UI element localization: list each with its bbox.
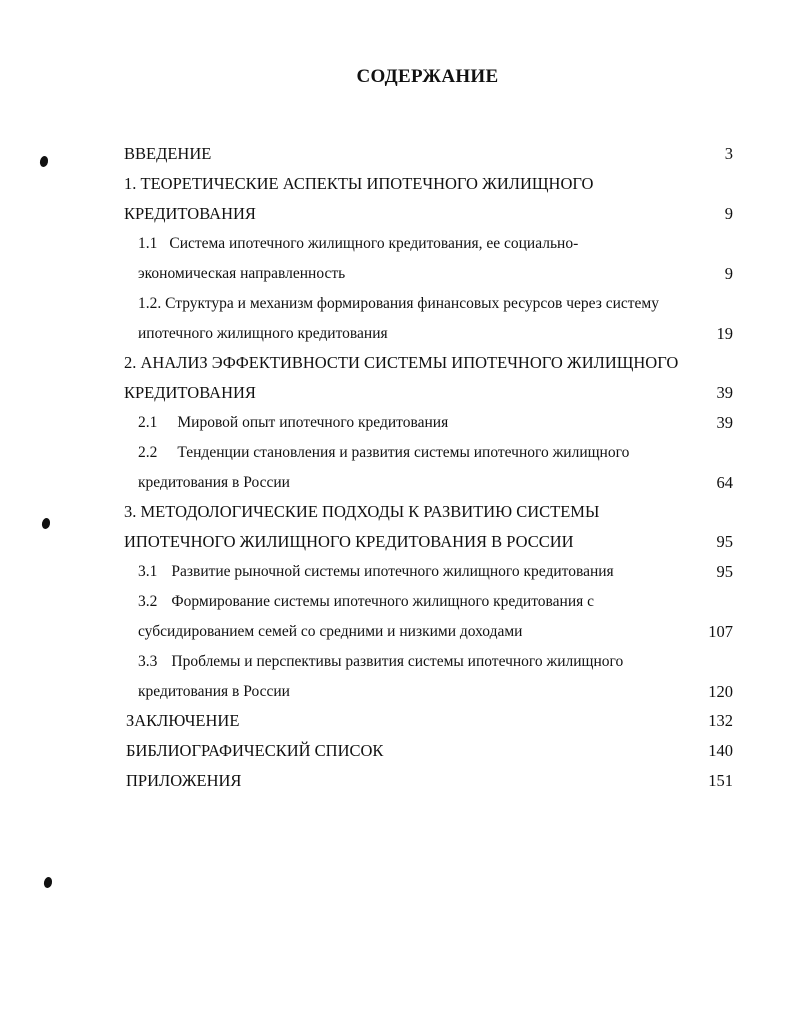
toc-page-number: 120 bbox=[708, 682, 733, 701]
toc-page-number: 19 bbox=[716, 324, 733, 343]
toc-section-number: 2.2 bbox=[138, 444, 158, 461]
toc-entry-chapter-2[interactable] bbox=[0, 353, 795, 403]
toc-entry-text-continued: КРЕДИТОВАНИЯ bbox=[124, 383, 256, 402]
toc-entry-text: ВВЕДЕНИЕ bbox=[124, 144, 212, 163]
toc-section-number: 2.1 bbox=[138, 414, 158, 431]
toc-entry-text-continued: субсидированием семей со средними и низкими доходами bbox=[138, 623, 523, 640]
toc-section-number: 3.1 bbox=[138, 563, 158, 580]
punch-hole-mark bbox=[43, 876, 53, 888]
toc-entry-text: 1. ТЕОРЕТИЧЕСКИЕ АСПЕКТЫ ИПОТЕЧНОГО ЖИЛИЩНОГО bbox=[124, 174, 594, 193]
toc-page-number: 9 bbox=[724, 204, 733, 223]
toc-entry-text-continued: кредитования в России bbox=[138, 683, 290, 700]
toc-section-number: 1.1 bbox=[138, 235, 158, 252]
toc-page-number: 151 bbox=[708, 771, 733, 790]
toc-entry-text: 2. АНАЛИЗ ЭФФЕКТИВНОСТИ СИСТЕМЫ ИПОТЕЧНОГО ЖИЛИЩНОГО bbox=[124, 353, 679, 372]
toc-page-number: 140 bbox=[708, 741, 733, 760]
toc-entry-section-1-1[interactable] bbox=[0, 234, 795, 284]
toc-section-number: 3.3 bbox=[138, 653, 158, 670]
toc-entry-section-3-1[interactable] bbox=[0, 562, 795, 582]
toc-entry-text: 1.2. Структура и механизм формирования финансовых ресурсов через систему bbox=[138, 295, 659, 312]
toc-entry-chapter-1[interactable] bbox=[0, 174, 795, 224]
toc-entry-text: Система ипотечного жилищного кредитования, ее социально- bbox=[169, 235, 579, 252]
toc-entry-section-2-1[interactable] bbox=[0, 413, 795, 433]
toc-entry-text: Тенденции становления и развития системы ипотечного жилищного bbox=[177, 444, 630, 461]
toc-page-number: 95 bbox=[716, 532, 733, 551]
toc-entry-text-continued: КРЕДИТОВАНИЯ bbox=[124, 204, 256, 223]
toc-entry-text: ЗАКЛЮЧЕНИЕ bbox=[126, 711, 240, 730]
toc-entry-text-continued: ипотечного жилищного кредитования bbox=[138, 325, 388, 342]
toc-page-number: 95 bbox=[716, 562, 733, 581]
toc-page-number: 107 bbox=[708, 622, 733, 641]
toc-section-number: 3.2 bbox=[138, 593, 158, 610]
toc-entry-text-continued: ИПОТЕЧНОГО ЖИЛИЩНОГО КРЕДИТОВАНИЯ В РОССИИ bbox=[124, 532, 574, 551]
toc-page-number: 39 bbox=[716, 383, 733, 402]
toc-entry-text: Проблемы и перспективы развития системы ипотечного жилищного bbox=[171, 653, 624, 670]
toc-page-number: 39 bbox=[716, 413, 733, 432]
toc-page-number: 64 bbox=[716, 473, 733, 492]
toc-entry-text: Формирование системы ипотечного жилищного кредитования с bbox=[171, 593, 595, 610]
toc-entry-text: Развитие рыночной системы ипотечного жилищного кредитования bbox=[171, 563, 614, 580]
toc-entry-conclusion[interactable] bbox=[0, 711, 795, 731]
toc-entry-section-1-2[interactable] bbox=[0, 294, 795, 344]
toc-entry-text-continued: экономическая направленность bbox=[138, 265, 346, 282]
toc-entry-section-3-3[interactable] bbox=[0, 652, 795, 702]
page-title: СОДЕРЖАНИЕ bbox=[356, 66, 499, 87]
toc-entry-text: Мировой опыт ипотечного кредитования bbox=[177, 414, 449, 431]
toc-page-number: 132 bbox=[708, 711, 733, 730]
toc-entry-introduction[interactable] bbox=[0, 144, 795, 164]
toc-entry-chapter-3[interactable] bbox=[0, 502, 795, 552]
toc-entry-section-2-2[interactable] bbox=[0, 443, 795, 493]
toc-entry-text: ПРИЛОЖЕНИЯ bbox=[126, 771, 242, 790]
toc-entry-text: БИБЛИОГРАФИЧЕСКИЙ СПИСОК bbox=[126, 741, 384, 760]
toc-entry-section-3-2[interactable] bbox=[0, 592, 795, 642]
toc-entry-appendices[interactable] bbox=[0, 771, 795, 791]
toc-page-number: 3 bbox=[724, 144, 733, 163]
toc-entry-text: 3. МЕТОДОЛОГИЧЕСКИЕ ПОДХОДЫ К РАЗВИТИЮ СИСТЕМЫ bbox=[124, 502, 600, 521]
toc-entry-bibliography[interactable] bbox=[0, 741, 795, 761]
toc-page-number: 9 bbox=[724, 264, 733, 283]
toc-entry-text-continued: кредитования в России bbox=[138, 474, 290, 491]
